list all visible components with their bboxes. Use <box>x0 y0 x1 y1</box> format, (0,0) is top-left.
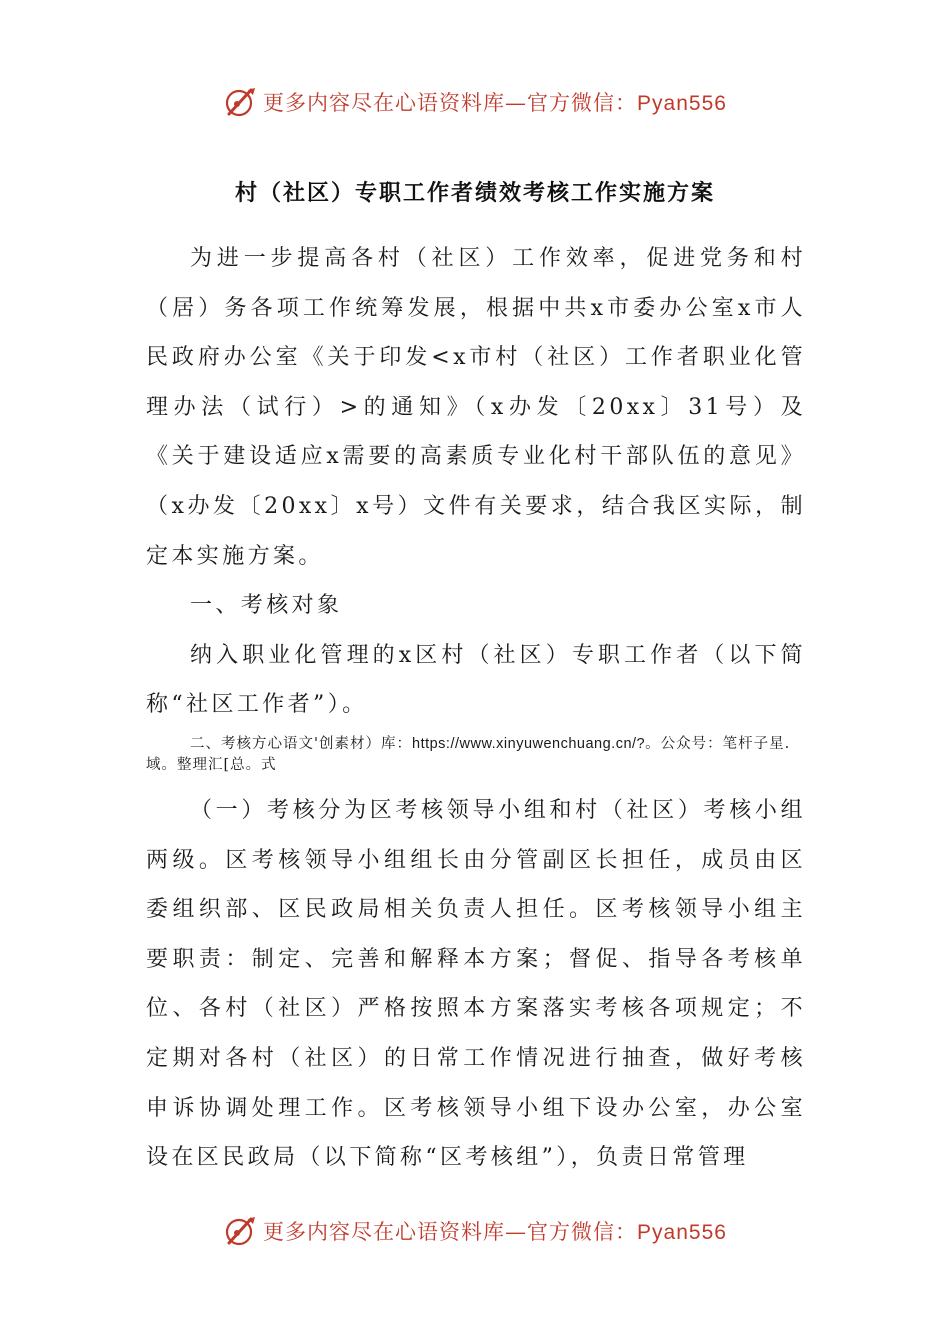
banner-text <box>263 87 727 117</box>
banner-slogan: 更多内容尽在心语资料库 <box>263 91 506 115</box>
section2-line-suffix: 。公众号：笔杆子星.域。整理汇[总。式 <box>146 735 791 773</box>
banner-wechat-id: Pyan556 <box>637 1221 727 1244</box>
section2-line-url: https://www.xinyuwenchuang.cn/? <box>412 735 646 752</box>
banner-separator: — <box>505 91 528 115</box>
document-title: 村（社区）专职工作者绩效考核工作实施方案 <box>234 181 715 206</box>
banner-text <box>263 1216 727 1246</box>
header-banner <box>0 82 950 122</box>
footer-banner <box>0 1211 950 1251</box>
banner-wechat-label: 官方微信： <box>527 1220 638 1244</box>
section2-watermark-line <box>146 734 806 776</box>
banner-separator: — <box>505 1220 528 1244</box>
banner-wechat-id: Pyan556 <box>637 92 727 115</box>
section2-item1: （一）考核分为区考核领导小组和村（社区）考核小组两级。区考核领导小组组长由分管副区长担任，成员由区委组织部、区民政局相关负责人担任。区考核领导小组主要职责：制定、完善和解释本方案；督促、指导各考核单位、各村（社区）严格按照本方案落实考核各项规定；不定期对各村（社区）的日常工作情况进行抽查，做好考核申诉协调处理工作。区考核领导小组下设办公室，办公室设在区民政局（以下简称“区考核组”），负责日常管理 <box>146 797 806 1171</box>
banner-wechat-label: 官方微信： <box>527 91 638 115</box>
intro-paragraph: 为进一步提高各村（社区）工作效率，促进党务和村（居）务各项工作统筹发展，根据中共x市委办公室x市人民政府办公室《关于印发<x市村（社区）工作者职业化管理办法（试行）>的通知》（x办发〔20xx〕31号）及《关于建设适应x需要的高素质专业化村干部队伍的意见》（x办发〔20xx〕x号）文件有关要求，结合我区实际，制定本实施方案。 <box>146 246 806 569</box>
section1-body: 纳入职业化管理的x区村（社区）专职工作者（以下简称“社区工作者”）。 <box>146 642 806 718</box>
pen-circle-logo-icon <box>223 84 259 120</box>
section2-line-prefix: 二、考核方心语文'创素材）库： <box>190 735 412 752</box>
document-body <box>146 234 806 1183</box>
pen-circle-logo-icon <box>223 1213 259 1249</box>
section1-heading: 一、考核对象 <box>190 593 343 619</box>
banner-slogan: 更多内容尽在心语资料库 <box>263 1220 506 1244</box>
